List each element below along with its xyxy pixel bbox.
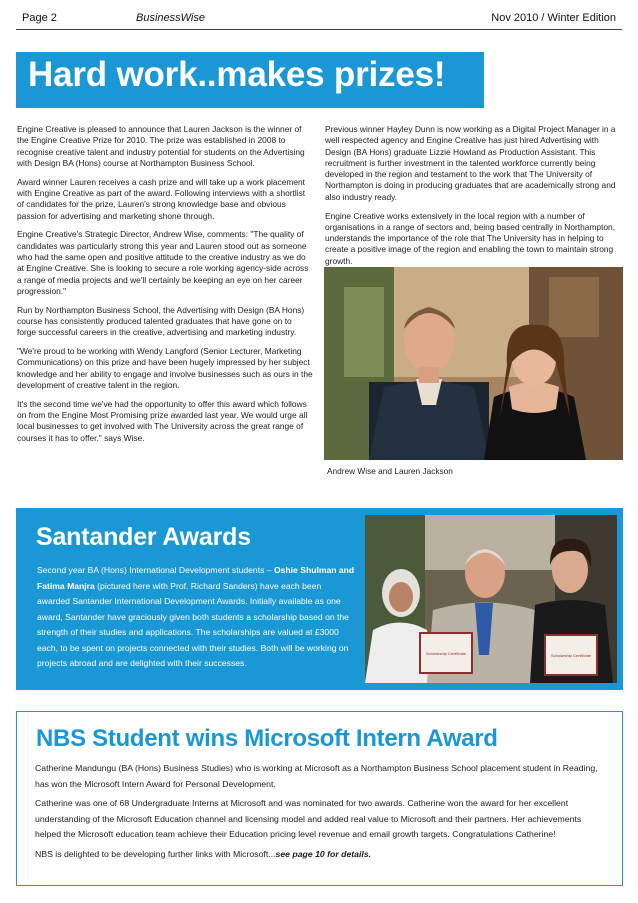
- paragraph: "We're proud to be working with Wendy Langford (Senior Lecturer, Marketing Communications) on this prize and have been hugely impressed by her subject knowledge and her ability to engage and involve businesses such as ours in the development of creative talent in the region.: [17, 346, 313, 390]
- paragraph: Run by Northampton Business School, the Advertising with Design (BA Hons) course has consistently produced talented graduates that have gone on to forge successful careers in the creative, advertising and marketing industry.: [17, 304, 305, 338]
- award-winners-photo: [324, 267, 623, 460]
- nbs-title: NBS Student wins Microsoft Intern Award: [36, 725, 498, 752]
- paragraph: Previous winner Hayley Dunn is now working as a Digital Project Manager in a well respected agency and Engine Creative has just hired Advertising with Design (BA Hons) graduate Lizzie Howland as Production Assistant. This recruitment is further investment in the talented workforce currently being developed in the region and testament to the work that The University of Northampton is doing in producing graduates that are academically strong and also industry ready.: [325, 124, 616, 202]
- santander-title: Santander Awards: [36, 523, 251, 551]
- paragraph: Engine Creative is pleased to announce that Lauren Jackson is the winner of the Engine Creative Prize for 2010. The prize was established in 2008 to recognise creative talent and industry potential for students on the Advertising with Design BA (Hons) course at Northampton Business School.: [17, 124, 305, 168]
- santander-section: [16, 508, 623, 690]
- see-page-reference: see page 10 for details.: [275, 848, 372, 859]
- santander-body-rest: (pictured here with Prof. Richard Sanders) have each been awarded Santander International Development Awards. Initially available as one award, Santander have graciously given both students a scholarship based on the strength of their studies and applications. The scholarships are valued at £3000 each, to be spent on projects connected with their studies. Both will be working on projects abroad and are delighted with their successes.: [37, 580, 349, 668]
- page-header: [0, 0, 638, 30]
- santander-photo: [365, 515, 617, 683]
- certificate-text-right: Scholarship Certificate: [550, 653, 592, 658]
- santander-body-intro: Second year BA (Hons) International Development students –: [37, 565, 274, 575]
- nbs-body: [35, 761, 607, 867]
- paragraph: Award winner Lauren receives a cash prize and will take up a work placement with Engine Creative as part of the award. Following interviews with a shortlist of candidates for the prize, Lauren's strong knowledge base and obvious passion for advertising and marketing shone through.: [17, 176, 306, 221]
- page-number: Page 2: [22, 12, 57, 24]
- article-title-box: [16, 52, 484, 108]
- certificate-text-left: Scholarship Certificate: [425, 651, 467, 656]
- paragraph: [35, 847, 607, 863]
- santander-student-names: Oshie Shulman and Fatima Manjra: [37, 565, 355, 591]
- paragraph: Engine Creative's Strategic Director, Andrew Wise, comments: "The quality of candidates was particularly strong this year and Lauren stood out as someone who had the same open and positive attitude to the creative industry as we do at Engine Creative. She is looking to secure a role working agency-side across a range of media projects and we'll certainly be keeping an eye on her career progression.": [17, 229, 309, 296]
- santander-photo-illustration: [365, 515, 617, 683]
- photo-caption: Andrew Wise and Lauren Jackson: [327, 466, 453, 476]
- paragraph: Engine Creative works extensively in the local region with a number of organisations in a range of sectors and, being based centrally in Northampton, understands the importance of the role that The University has in helping to create a positive image of the region and enabling the town to maintain strong growth.: [325, 210, 616, 266]
- nbs-closing-text: NBS is delighted to be developing further links with Microsoft...: [35, 848, 276, 859]
- article-right-column: [325, 124, 623, 275]
- edition-label: Nov 2010 / Winter Edition: [491, 12, 616, 24]
- paragraph: It's the second time we've had the opportunity to offer this award which follows on from the Engine Most Promising prize awarded last year. We would urge all local businesses to get involved with The University across the great range of courses it has to offer." says Wise.: [17, 398, 308, 443]
- header-divider: [16, 29, 622, 30]
- paragraph: Catherine Mandungu (BA (Hons) Business Studies) who is working at Microsoft as a Northampton Business School placement student in Reading, has won the Microsoft Intern Award for Personal Development.: [35, 763, 598, 789]
- paragraph: Catherine was one of 68 Undergraduate Interns at Microsoft and was nominated for two awards. Catherine won the award for her excellent understanding of the Microsoft Education channel and licensing model and added real value to Microsoft and their partners. Her achievements helped the Microsoft education team achieve their Education pricing level revenue and email growth targets. Congratulations Catherine!: [35, 798, 582, 840]
- article-left-column: [17, 124, 313, 451]
- santander-body: [37, 563, 355, 672]
- nbs-section: [16, 711, 623, 886]
- article-title: Hard work..makes prizes!: [28, 55, 446, 94]
- photo-illustration: [324, 267, 623, 460]
- publication-name: BusinessWise: [136, 12, 205, 24]
